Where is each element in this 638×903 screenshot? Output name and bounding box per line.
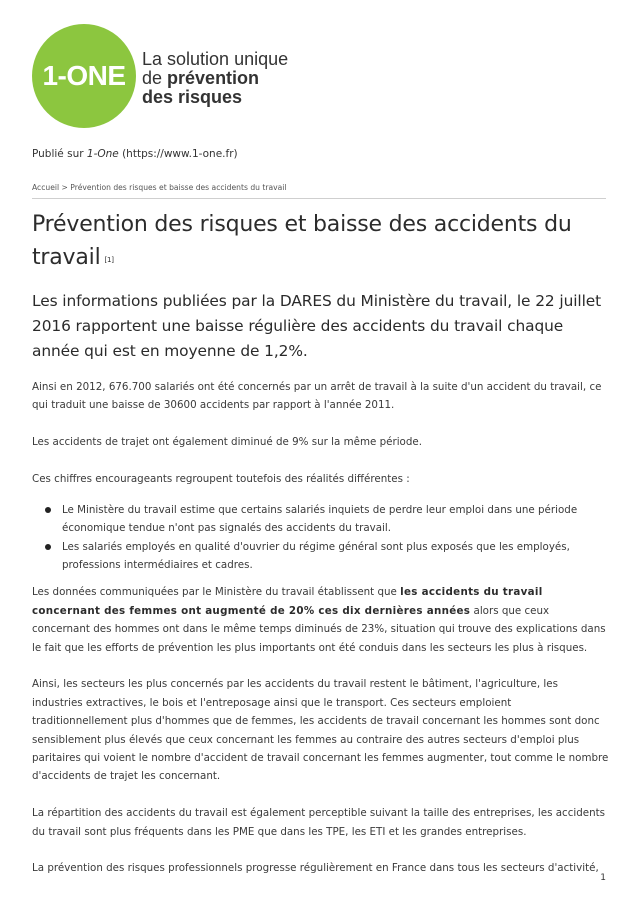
tagline-line-2 (142, 69, 288, 88)
tagline-line-3: des risques (142, 86, 243, 107)
breadcrumb[interactable]: Accueil > Prévention des risques et baisse des accidents du travail (32, 183, 287, 192)
logo (32, 24, 288, 128)
article-body (32, 378, 610, 896)
page-number: 1 (600, 873, 606, 883)
published-prefix: Publié sur (32, 148, 87, 160)
page-title (32, 208, 602, 279)
page-title-text: Prévention des risques et baisse des accidents du travail (32, 212, 572, 270)
logo-mark-text: 1-ONE (42, 60, 126, 91)
published-url: (https://www.1-one.fr) (118, 148, 238, 160)
tagline-line-2-text: de (142, 67, 168, 88)
title-reference[interactable]: [1] (104, 256, 114, 264)
tagline-line-2-bold: prévention (167, 67, 260, 88)
paragraph-5: Ainsi, les secteurs les plus concernés par les accidents du travail restent le bâtiment, l'agriculture, les industries extractives, le bois et l'entreposage ainsi que le transport. Ces secteurs emploient traditionnellement plus d'hommes que de femmes, les accidents de travail concernant les hommes sont donc sensiblement plus élevés que ceux concernant les femmes au contraire des autres secteurs d'emploi plus paritaires qui voient le nombre d'accident de travail concernant les femmes augmenter, tout comme le nombre d'accidents de trajet les concernant. (32, 678, 609, 783)
lead-paragraph: Les informations publiées par la DARES du Ministère du travail, le 22 juillet 2016 rapportent une baisse régulière des accidents du travail chaque année qui est en moyenne de 1,2%. (32, 292, 602, 360)
list-item: Le Ministère du travail estime que certains salariés inquiets de perdre leur emploi dans une période économique tendue n'ont pas signalés des accidents du travail. (62, 501, 610, 538)
paragraph-2: Les accidents de trajet ont également diminué de 9% sur la même période. (32, 436, 422, 449)
paragraph-4 (32, 583, 610, 657)
paragraph-1: Ainsi en 2012, 676.700 salariés ont été concernés par un arrêt de travail à la suite d'un accident du travail, ce qui traduit une baisse de 30600 accidents par rapport à l'année 2011. (32, 381, 602, 412)
paragraph-4-end: alors que ceux concernant des hommes ont dans le même temps diminués de 23%, situation qui trouve des explications dans le fait que les efforts de prévention les plus importants ont été conduis dans les secteurs les plus à risques. (32, 604, 606, 654)
published-on (32, 148, 238, 160)
published-site[interactable]: 1-One (86, 148, 119, 160)
paragraph-3: Ces chiffres encourageants regroupent toutefois des réalités différentes : (32, 473, 410, 485)
paragraph-4-start: Les données communiquées par le Ministère du travail établissent que (32, 586, 401, 599)
paragraph-7: La prévention des risques professionnels progresse régulièrement en France dans tous les secteurs d'activité, (32, 862, 599, 875)
logo-mark (32, 24, 136, 128)
paragraph-6: La répartition des accidents du travail est également perceptible suivant la taille des entreprises, les accidents du travail sont plus fréquents dans les PME que dans les TPE, les ETI et les grandes entreprises. (32, 807, 606, 838)
bullet-list (32, 501, 610, 575)
list-item: Les salariés employés en qualité d'ouvrier du régime général sont plus exposés que les employés, professions intermédiaires et cadres. (62, 538, 610, 575)
paragraph-4-highlight: les accidents du travail concernant des femmes ont augmenté de 20% ces dix dernières années (32, 586, 543, 617)
divider (32, 198, 606, 199)
logo-tagline (142, 50, 288, 107)
tagline-line-1: La solution unique (142, 48, 289, 69)
